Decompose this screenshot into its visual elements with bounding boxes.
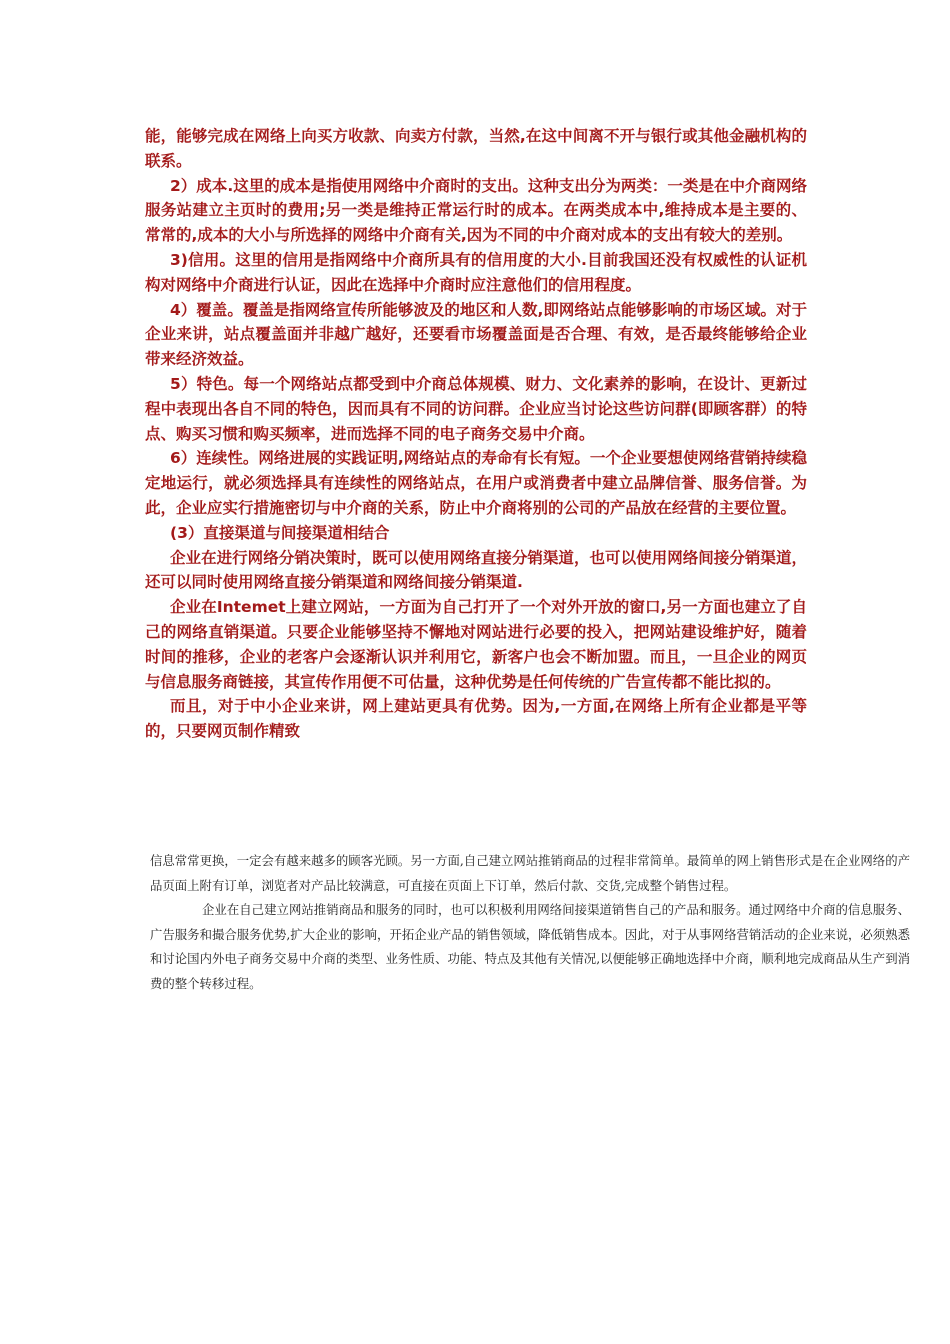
paragraph: 而且，对于中小企业来讲，网上建站更具有优势。因为,一方面,在网络上所有企业都是平等的，只要网页制作精致	[145, 697, 807, 741]
black-text-block	[150, 849, 910, 996]
paragraph: 6）连续性。网络进展的实践证明,网络站点的寿命有长有短。一个企业要想使网络营销持续稳定地运行，就必须选择具有连续性的网络站点，在用户或消费者中建立品牌信誉、服务信誉。为此，企业应实行措施密切与中介商的关系，防止中介商将别的公司的产品放在经营的主要位置。	[145, 449, 807, 517]
paragraph: 5）特色。每一个网络站点都受到中介商总体规模、财力、文化素养的影响，在设计、更新过程中表现出各自不同的特色，因而具有不同的访问群。企业应当讨论这些访问群(即顾客群）的特点、购买习惯和购买频率，进而选择不同的电子商务交易中介商。	[145, 374, 807, 443]
paragraph: 4）覆盖。覆盖是指网络宣传所能够波及的地区和人数,即网络站点能够影响的市场区域。对于企业来讲，站点覆盖面并非越广越好，还要看市场覆盖面是否合理、有效，是否最终能够给企业带来经济效益。	[145, 300, 807, 369]
paragraph: 企业在自己建立网站推销商品和服务的同时，也可以积极利用网络间接渠道销售自己的产品和服务。通过网络中介商的信息服务、广告服务和撮合服务优势,扩大企业的影响，开拓企业产品的销售领域，降低销售成本。因此，对于从事网络营销活动的企业来说，必须熟悉和讨论国内外电子商务交易中介商的类型、业务性质、功能、特点及其他有关情况,以便能够正确地选择中介商，顺利地完成商品从生产到消费的整个转移过程。	[150, 902, 910, 991]
paragraph: 能，能够完成在网络上向买方收款、向卖方付款，当然,在这中间离不开与银行或其他金融机构的联系。	[145, 127, 807, 170]
paragraph: 信息常常更换，一定会有越来越多的顾客光顾。另一方面,自己建立网站推销商品的过程非常简单。最简单的网上销售形式是在企业网络的产品页面上附有订单，浏览者对产品比较满意，可直接在页面上下订单，然后付款、交货,完成整个销售过程。	[150, 853, 910, 893]
red-text-block	[145, 124, 807, 744]
paragraph: 企业在Intemet上建立网站，一方面为自己打开了一个对外开放的窗口,另一方面也建立了自己的网络直销渠道。只要企业能够坚持不懈地对网站进行必要的投入，把网站建设维护好，随着时间的推移，企业的老客户会逐渐认识并利用它，新客户也会不断加盟。而且，一旦企业的网页与信息服务商链接，其宣传作用便不可估量，这种优势是任何传统的广告宣传都不能比拟的。	[145, 598, 807, 691]
paragraph: 3)信用。这里的信用是指网络中介商所具有的信用度的大小.目前我国还没有权威性的认证机构对网络中介商进行认证，因此在选择中介商时应注意他们的信用程度。	[145, 250, 807, 294]
section-heading: (3）直接渠道与间接渠道相结合	[170, 523, 390, 542]
paragraph: 企业在进行网络分销决策时，既可以使用网络直接分销渠道，也可以使用网络间接分销渠道，还可以同时使用网络直接分销渠道和网络间接分销渠道.	[145, 548, 807, 592]
paragraph: 2）成本.这里的成本是指使用网络中介商时的支出。这种支出分为两类：一类是在中介商网络服务站建立主页时的费用;另一类是维持正常运行时的成本。在两类成本中,维持成本是主要的、常常的,成本的大小与所选择的网络中介商有关,因为不同的中介商对成本的支出有较大的差别。	[145, 176, 807, 245]
